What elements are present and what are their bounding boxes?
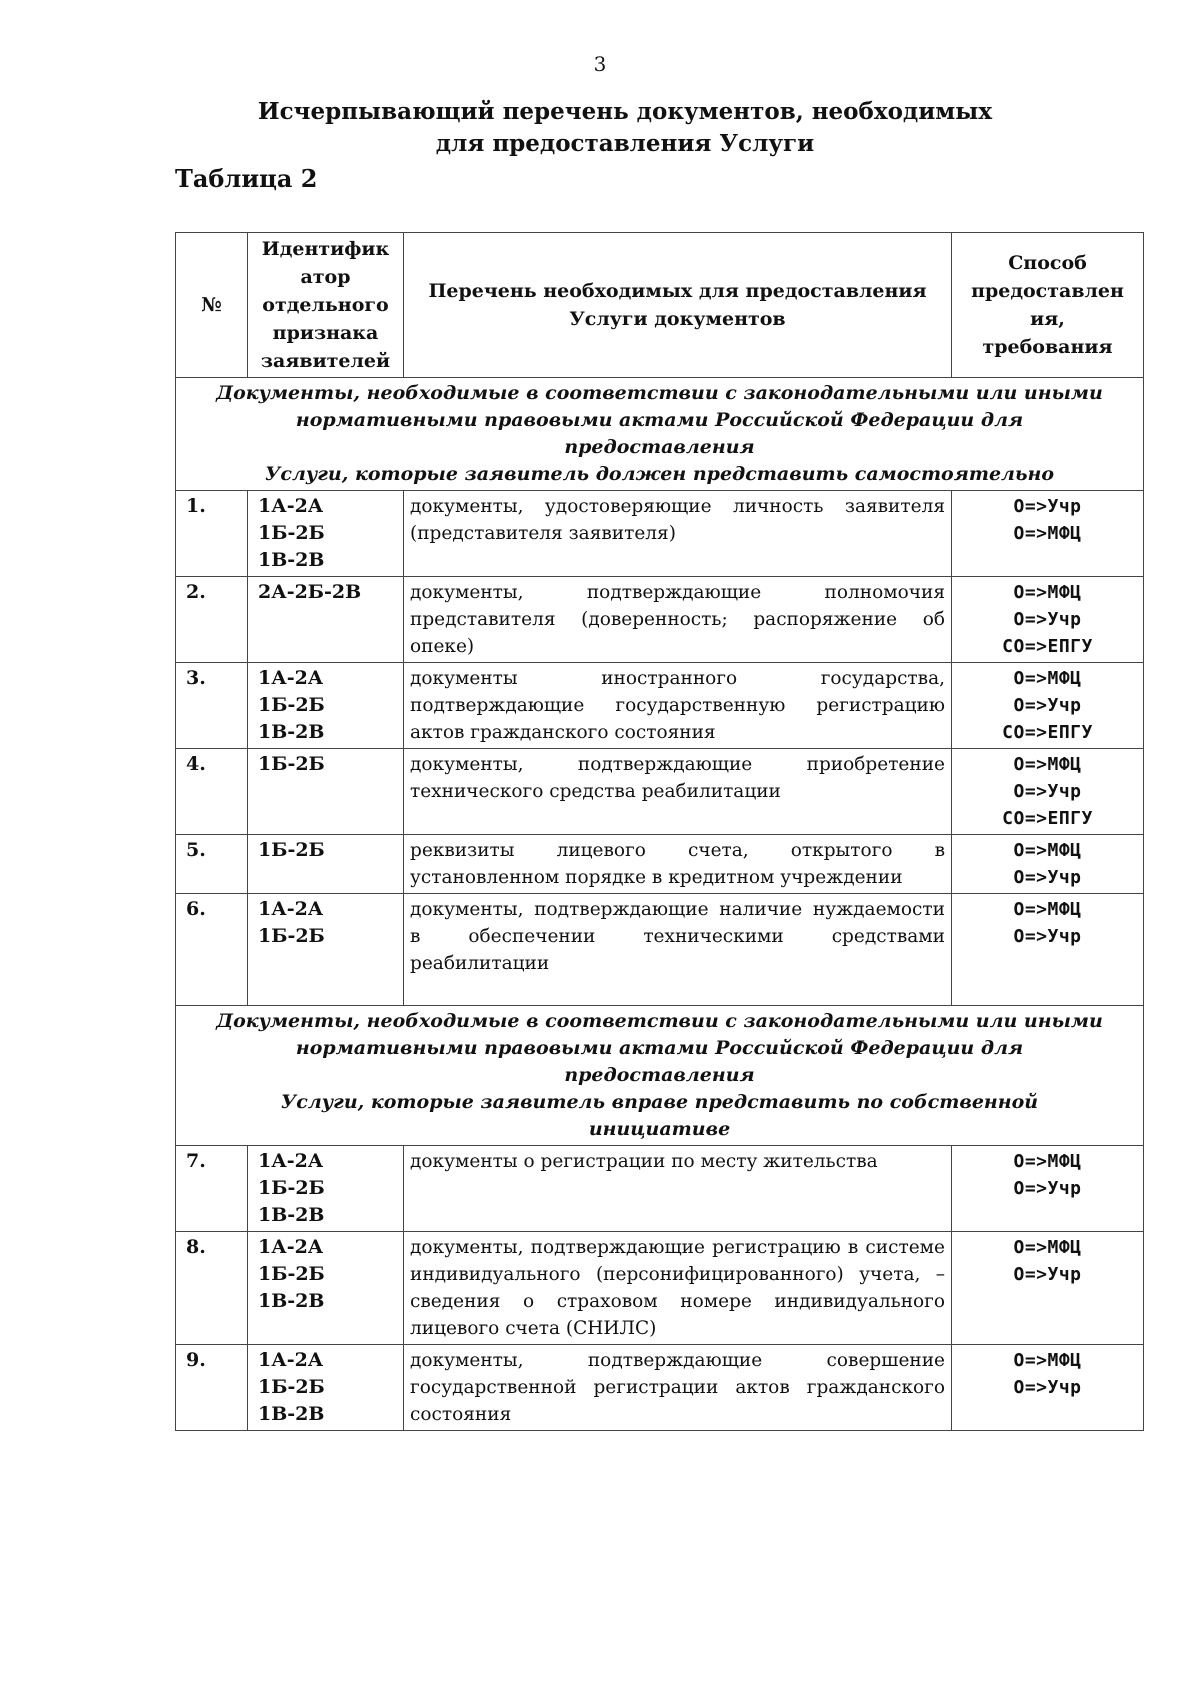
table-row <box>176 894 1144 1006</box>
submission-methods <box>952 1146 1144 1232</box>
table-row <box>176 1232 1144 1345</box>
table-body <box>176 378 1144 1431</box>
table-row <box>176 1345 1144 1431</box>
section-heading-line: нормативными правовыми актами Российской Федерации для предоставления <box>295 409 1024 458</box>
applicant-identifier: 2А-2Б-2В <box>258 581 362 603</box>
submission-method: О=>Учр <box>1013 1264 1082 1285</box>
submission-method: О=>МФЦ <box>1013 582 1082 603</box>
submission-method: СО=>ЕПГУ <box>1002 636 1093 657</box>
section-heading-row <box>176 378 1144 491</box>
table-row <box>176 1146 1144 1232</box>
section-heading-mandatory <box>176 378 1144 491</box>
table-header-row <box>176 233 1144 378</box>
submission-method: О=>Учр <box>1013 496 1082 517</box>
submission-methods <box>952 577 1144 663</box>
page-number: 3 <box>593 52 607 76</box>
header-identifier <box>248 233 404 378</box>
table-row <box>176 749 1144 835</box>
document-description: документы иностранного государства, подтверждающие государственную регистрацию актов гражданского состояния <box>404 663 952 749</box>
title-line-2: для предоставления Услуги <box>435 130 815 157</box>
applicant-identifier: 1А-2А <box>258 1349 324 1371</box>
header-no: № <box>176 233 248 378</box>
document-description: документы, подтверждающие регистрацию в системе индивидуального (персонифицированного) учета, – сведения о страховом номере индивидуального лицевого счета (СНИЛС) <box>404 1232 952 1345</box>
submission-methods <box>952 1345 1144 1431</box>
submission-methods <box>952 1232 1144 1345</box>
applicant-identifiers <box>248 491 404 577</box>
applicant-identifiers <box>248 835 404 894</box>
applicant-identifiers <box>248 1345 404 1431</box>
submission-method: О=>Учр <box>1013 695 1082 716</box>
applicant-identifier: 1А-2А <box>258 495 324 517</box>
applicant-identifier: 1Б-2Б <box>258 522 325 544</box>
table-label: Таблица 2 <box>175 164 318 193</box>
header-document-list <box>404 233 952 378</box>
section-heading-line: Услуги, которые заявитель должен представить самостоятельно <box>264 463 1055 485</box>
submission-methods <box>952 835 1144 894</box>
header-list-line: Перечень необходимых для предоставления <box>428 280 927 302</box>
section-heading-line: Документы, необходимые в соответствии с законодательными или иными <box>216 1010 1103 1032</box>
submission-method: О=>Учр <box>1013 781 1082 802</box>
applicant-identifier: 1Б-2Б <box>258 753 325 775</box>
applicant-identifier: 1А-2А <box>258 1150 324 1172</box>
applicant-identifiers <box>248 894 404 1006</box>
row-number: 6. <box>176 894 248 1006</box>
applicant-identifier: 1В-2В <box>258 1290 325 1312</box>
header-method <box>952 233 1144 378</box>
row-number: 4. <box>176 749 248 835</box>
row-number: 5. <box>176 835 248 894</box>
applicant-identifiers <box>248 663 404 749</box>
title-line-1: Исчерпывающий перечень документов, необходимых <box>257 98 993 125</box>
submission-method: О=>МФЦ <box>1013 754 1082 775</box>
header-identifier-line: Идентифик <box>261 238 390 260</box>
section-heading-line: нормативными правовыми актами Российской Федерации для предоставления <box>295 1037 1024 1086</box>
submission-method: О=>МФЦ <box>1013 840 1082 861</box>
header-list-line: Услуги документов <box>569 308 786 330</box>
documents-table <box>175 232 1144 1431</box>
row-number: 7. <box>176 1146 248 1232</box>
header-identifier-line: отдельного <box>262 294 389 316</box>
submission-method: О=>Учр <box>1013 1178 1082 1199</box>
row-number: 1. <box>176 491 248 577</box>
header-method-line: Способ <box>1008 252 1087 274</box>
document-description: документы о регистрации по месту жительства <box>404 1146 952 1232</box>
submission-method: О=>Учр <box>1013 867 1082 888</box>
header-identifier-line: атор <box>300 266 351 288</box>
submission-method: О=>МФЦ <box>1013 1350 1082 1371</box>
submission-method: СО=>ЕПГУ <box>1002 808 1093 829</box>
submission-method: О=>МФЦ <box>1013 1151 1082 1172</box>
section-heading-optional <box>176 1006 1144 1146</box>
header-method-line: требования <box>982 336 1113 358</box>
submission-methods <box>952 491 1144 577</box>
submission-methods <box>952 894 1144 1006</box>
applicant-identifiers <box>248 1146 404 1232</box>
table-row <box>176 491 1144 577</box>
applicant-identifier: 1Б-2Б <box>258 925 325 947</box>
applicant-identifiers <box>248 577 404 663</box>
submission-method: О=>МФЦ <box>1013 899 1082 920</box>
row-number: 2. <box>176 577 248 663</box>
submission-method: О=>МФЦ <box>1013 668 1082 689</box>
applicant-identifier: 1В-2В <box>258 1403 325 1425</box>
header-identifier-line: заявителей <box>260 350 391 372</box>
table-row <box>176 577 1144 663</box>
applicant-identifiers <box>248 749 404 835</box>
document-title <box>175 96 1075 160</box>
document-description: документы, подтверждающие полномочия представителя (доверенность; распоряжение об опеке) <box>404 577 952 663</box>
submission-method: О=>Учр <box>1013 926 1082 947</box>
applicant-identifier: 1В-2В <box>258 721 325 743</box>
submission-method: О=>Учр <box>1013 609 1082 630</box>
row-number: 8. <box>176 1232 248 1345</box>
section-heading-line: Услуги, которые заявитель вправе представить по собственной инициативе <box>280 1091 1039 1140</box>
submission-method: СО=>ЕПГУ <box>1002 722 1093 743</box>
applicant-identifier: 1А-2А <box>258 1236 324 1258</box>
document-description: документы, подтверждающие приобретение технического средства реабилитации <box>404 749 952 835</box>
header-identifier-line: признака <box>272 322 379 344</box>
applicant-identifier: 1Б-2Б <box>258 1376 325 1398</box>
applicant-identifier: 1Б-2Б <box>258 1177 325 1199</box>
table-row <box>176 835 1144 894</box>
header-method-line: предоставлен <box>971 280 1124 302</box>
document-description: документы, подтверждающие совершение государственной регистрации актов гражданского состояния <box>404 1345 952 1431</box>
section-heading-row <box>176 1006 1144 1146</box>
submission-methods <box>952 663 1144 749</box>
applicant-identifier: 1В-2В <box>258 1204 325 1226</box>
submission-method: О=>Учр <box>1013 1377 1082 1398</box>
submission-method: О=>МФЦ <box>1013 1237 1082 1258</box>
applicant-identifier: 1А-2А <box>258 898 324 920</box>
applicant-identifier: 1Б-2Б <box>258 839 325 861</box>
row-number: 9. <box>176 1345 248 1431</box>
submission-method: О=>МФЦ <box>1013 523 1082 544</box>
document-description: документы, подтверждающие наличие нуждаемости в обеспечении техническими средствами реабилитации <box>404 894 952 1006</box>
applicant-identifier: 1Б-2Б <box>258 694 325 716</box>
document-description: документы, удостоверяющие личность заявителя (представителя заявителя) <box>404 491 952 577</box>
applicant-identifier: 1В-2В <box>258 549 325 571</box>
applicant-identifier: 1Б-2Б <box>258 1263 325 1285</box>
row-number: 3. <box>176 663 248 749</box>
document-description: реквизиты лицевого счета, открытого в установленном порядке в кредитном учреждении <box>404 835 952 894</box>
applicant-identifier: 1А-2А <box>258 667 324 689</box>
submission-methods <box>952 749 1144 835</box>
section-heading-line: Документы, необходимые в соответствии с законодательными или иными <box>216 382 1103 404</box>
header-method-line: ия, <box>1030 308 1065 330</box>
table-row <box>176 663 1144 749</box>
applicant-identifiers <box>248 1232 404 1345</box>
